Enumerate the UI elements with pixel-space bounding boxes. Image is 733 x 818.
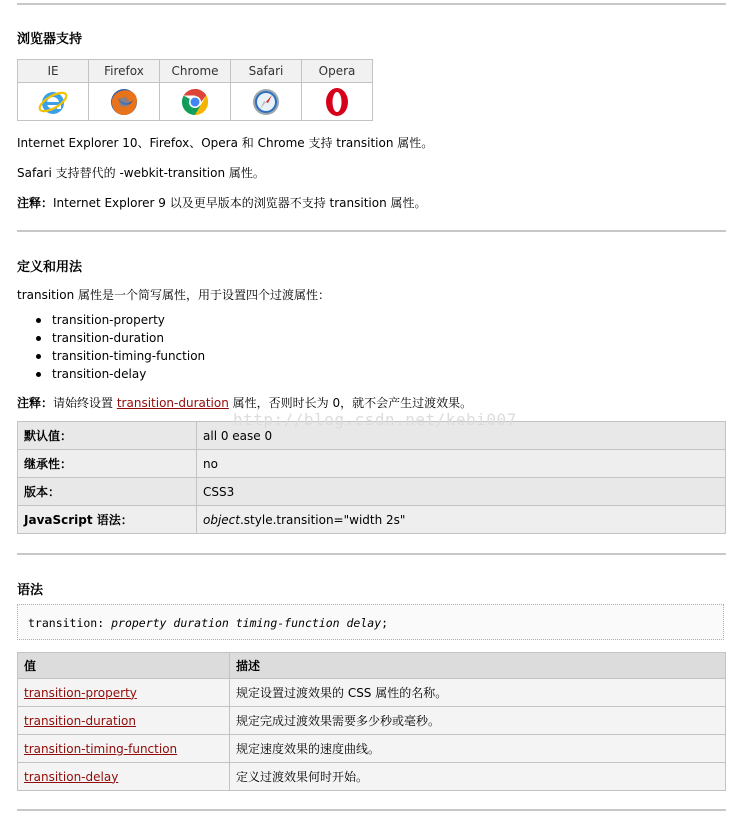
description-cell: 定义过渡效果何时开始。 bbox=[230, 763, 726, 791]
version-value: CSS3 bbox=[197, 478, 726, 506]
description-cell: 规定速度效果的速度曲线。 bbox=[230, 735, 726, 763]
browser-name-ie: IE bbox=[18, 60, 89, 83]
syntax-code-block bbox=[17, 604, 724, 640]
table-header-row bbox=[18, 653, 726, 679]
transition-duration-link[interactable]: transition-duration bbox=[116, 396, 229, 410]
browser-support-heading: 浏览器支持 bbox=[17, 32, 83, 47]
safari-cell bbox=[231, 83, 302, 121]
table-row bbox=[18, 735, 726, 763]
code-prefix: transition: bbox=[28, 616, 112, 630]
browser-name-safari: Safari bbox=[231, 60, 302, 83]
inherited-value: no bbox=[197, 450, 726, 478]
transition-duration-link[interactable]: transition-duration bbox=[24, 713, 136, 728]
note-label: 注释： bbox=[17, 396, 54, 410]
browser-name-opera: Opera bbox=[302, 60, 373, 83]
description-cell: 规定完成过渡效果需要多少秒或毫秒。 bbox=[230, 707, 726, 735]
default-value: all 0 ease 0 bbox=[197, 422, 726, 450]
value-cell bbox=[18, 763, 230, 791]
js-syntax-rest: .style.transition="width 2s" bbox=[239, 512, 406, 527]
column-header-description: 描述 bbox=[230, 653, 726, 679]
transition-delay-link[interactable]: transition-delay bbox=[24, 769, 119, 784]
table-row bbox=[18, 478, 726, 506]
divider bbox=[17, 3, 726, 5]
browser-support-text-2: Safari 支持替代的 -webkit-transition 属性。 bbox=[17, 166, 265, 180]
browser-name-firefox: Firefox bbox=[89, 60, 160, 83]
definition-intro: transition 属性是一个简写属性，用于设置四个过渡属性： bbox=[17, 288, 330, 302]
watermark: http://blog.csdn.net/kebi007 bbox=[233, 410, 517, 429]
description-cell: 规定设置过渡效果的 CSS 属性的名称。 bbox=[230, 679, 726, 707]
note-text: Internet Explorer 9 以及更早版本的浏览器不支持 transition 属性。 bbox=[53, 196, 427, 210]
column-header-value: 值 bbox=[18, 653, 230, 679]
sub-property-list bbox=[34, 311, 205, 383]
firefox-cell bbox=[89, 83, 160, 121]
table-row bbox=[18, 707, 726, 735]
firefox-icon bbox=[108, 86, 140, 118]
list-item: transition-delay bbox=[34, 365, 205, 383]
property-info-table bbox=[17, 421, 726, 534]
note-pre: 请始终设置 bbox=[53, 396, 117, 410]
code-suffix: ; bbox=[381, 616, 389, 630]
transition-property-link[interactable]: transition-property bbox=[24, 685, 137, 700]
browser-support-table bbox=[17, 59, 373, 121]
divider bbox=[17, 553, 726, 555]
browser-name-chrome: Chrome bbox=[160, 60, 231, 83]
inherited-label: 继承性： bbox=[18, 450, 197, 478]
version-label: 版本： bbox=[18, 478, 197, 506]
opera-icon bbox=[321, 86, 353, 118]
default-value-label: 默认值： bbox=[18, 422, 197, 450]
javascript-syntax-label: JavaScript 语法： bbox=[18, 506, 197, 534]
transition-timing-function-link[interactable]: transition-timing-function bbox=[24, 741, 178, 756]
divider bbox=[17, 809, 726, 811]
browser-support-text-1: Internet Explorer 10、Firefox、Opera 和 Chrome 支持 transition 属性。 bbox=[17, 136, 434, 150]
table-row bbox=[18, 450, 726, 478]
definition-heading: 定义和用法 bbox=[17, 260, 83, 275]
table-row bbox=[18, 679, 726, 707]
syntax-values-table bbox=[17, 652, 726, 791]
definition-note bbox=[17, 394, 472, 411]
divider bbox=[17, 230, 726, 232]
list-item: transition-property bbox=[34, 311, 205, 329]
ie-icon bbox=[37, 86, 69, 118]
table-row bbox=[18, 506, 726, 534]
value-cell bbox=[18, 679, 230, 707]
js-object-text: object bbox=[203, 512, 240, 527]
syntax-heading: 语法 bbox=[17, 583, 44, 598]
safari-icon bbox=[250, 86, 282, 118]
list-item: transition-timing-function bbox=[34, 347, 205, 365]
value-cell bbox=[18, 707, 230, 735]
browser-support-note bbox=[17, 194, 427, 211]
value-cell bbox=[18, 735, 230, 763]
chrome-cell bbox=[160, 83, 231, 121]
chrome-icon bbox=[179, 86, 211, 118]
list-item: transition-duration bbox=[34, 329, 205, 347]
opera-cell bbox=[302, 83, 373, 121]
note-post: 属性，否则时长为 0，就不会产生过渡效果。 bbox=[228, 396, 473, 410]
note-label: 注释： bbox=[17, 196, 54, 210]
table-row bbox=[18, 763, 726, 791]
code-params: property duration timing-function delay bbox=[111, 616, 382, 630]
javascript-syntax-value bbox=[197, 506, 726, 534]
ie-cell bbox=[18, 83, 89, 121]
